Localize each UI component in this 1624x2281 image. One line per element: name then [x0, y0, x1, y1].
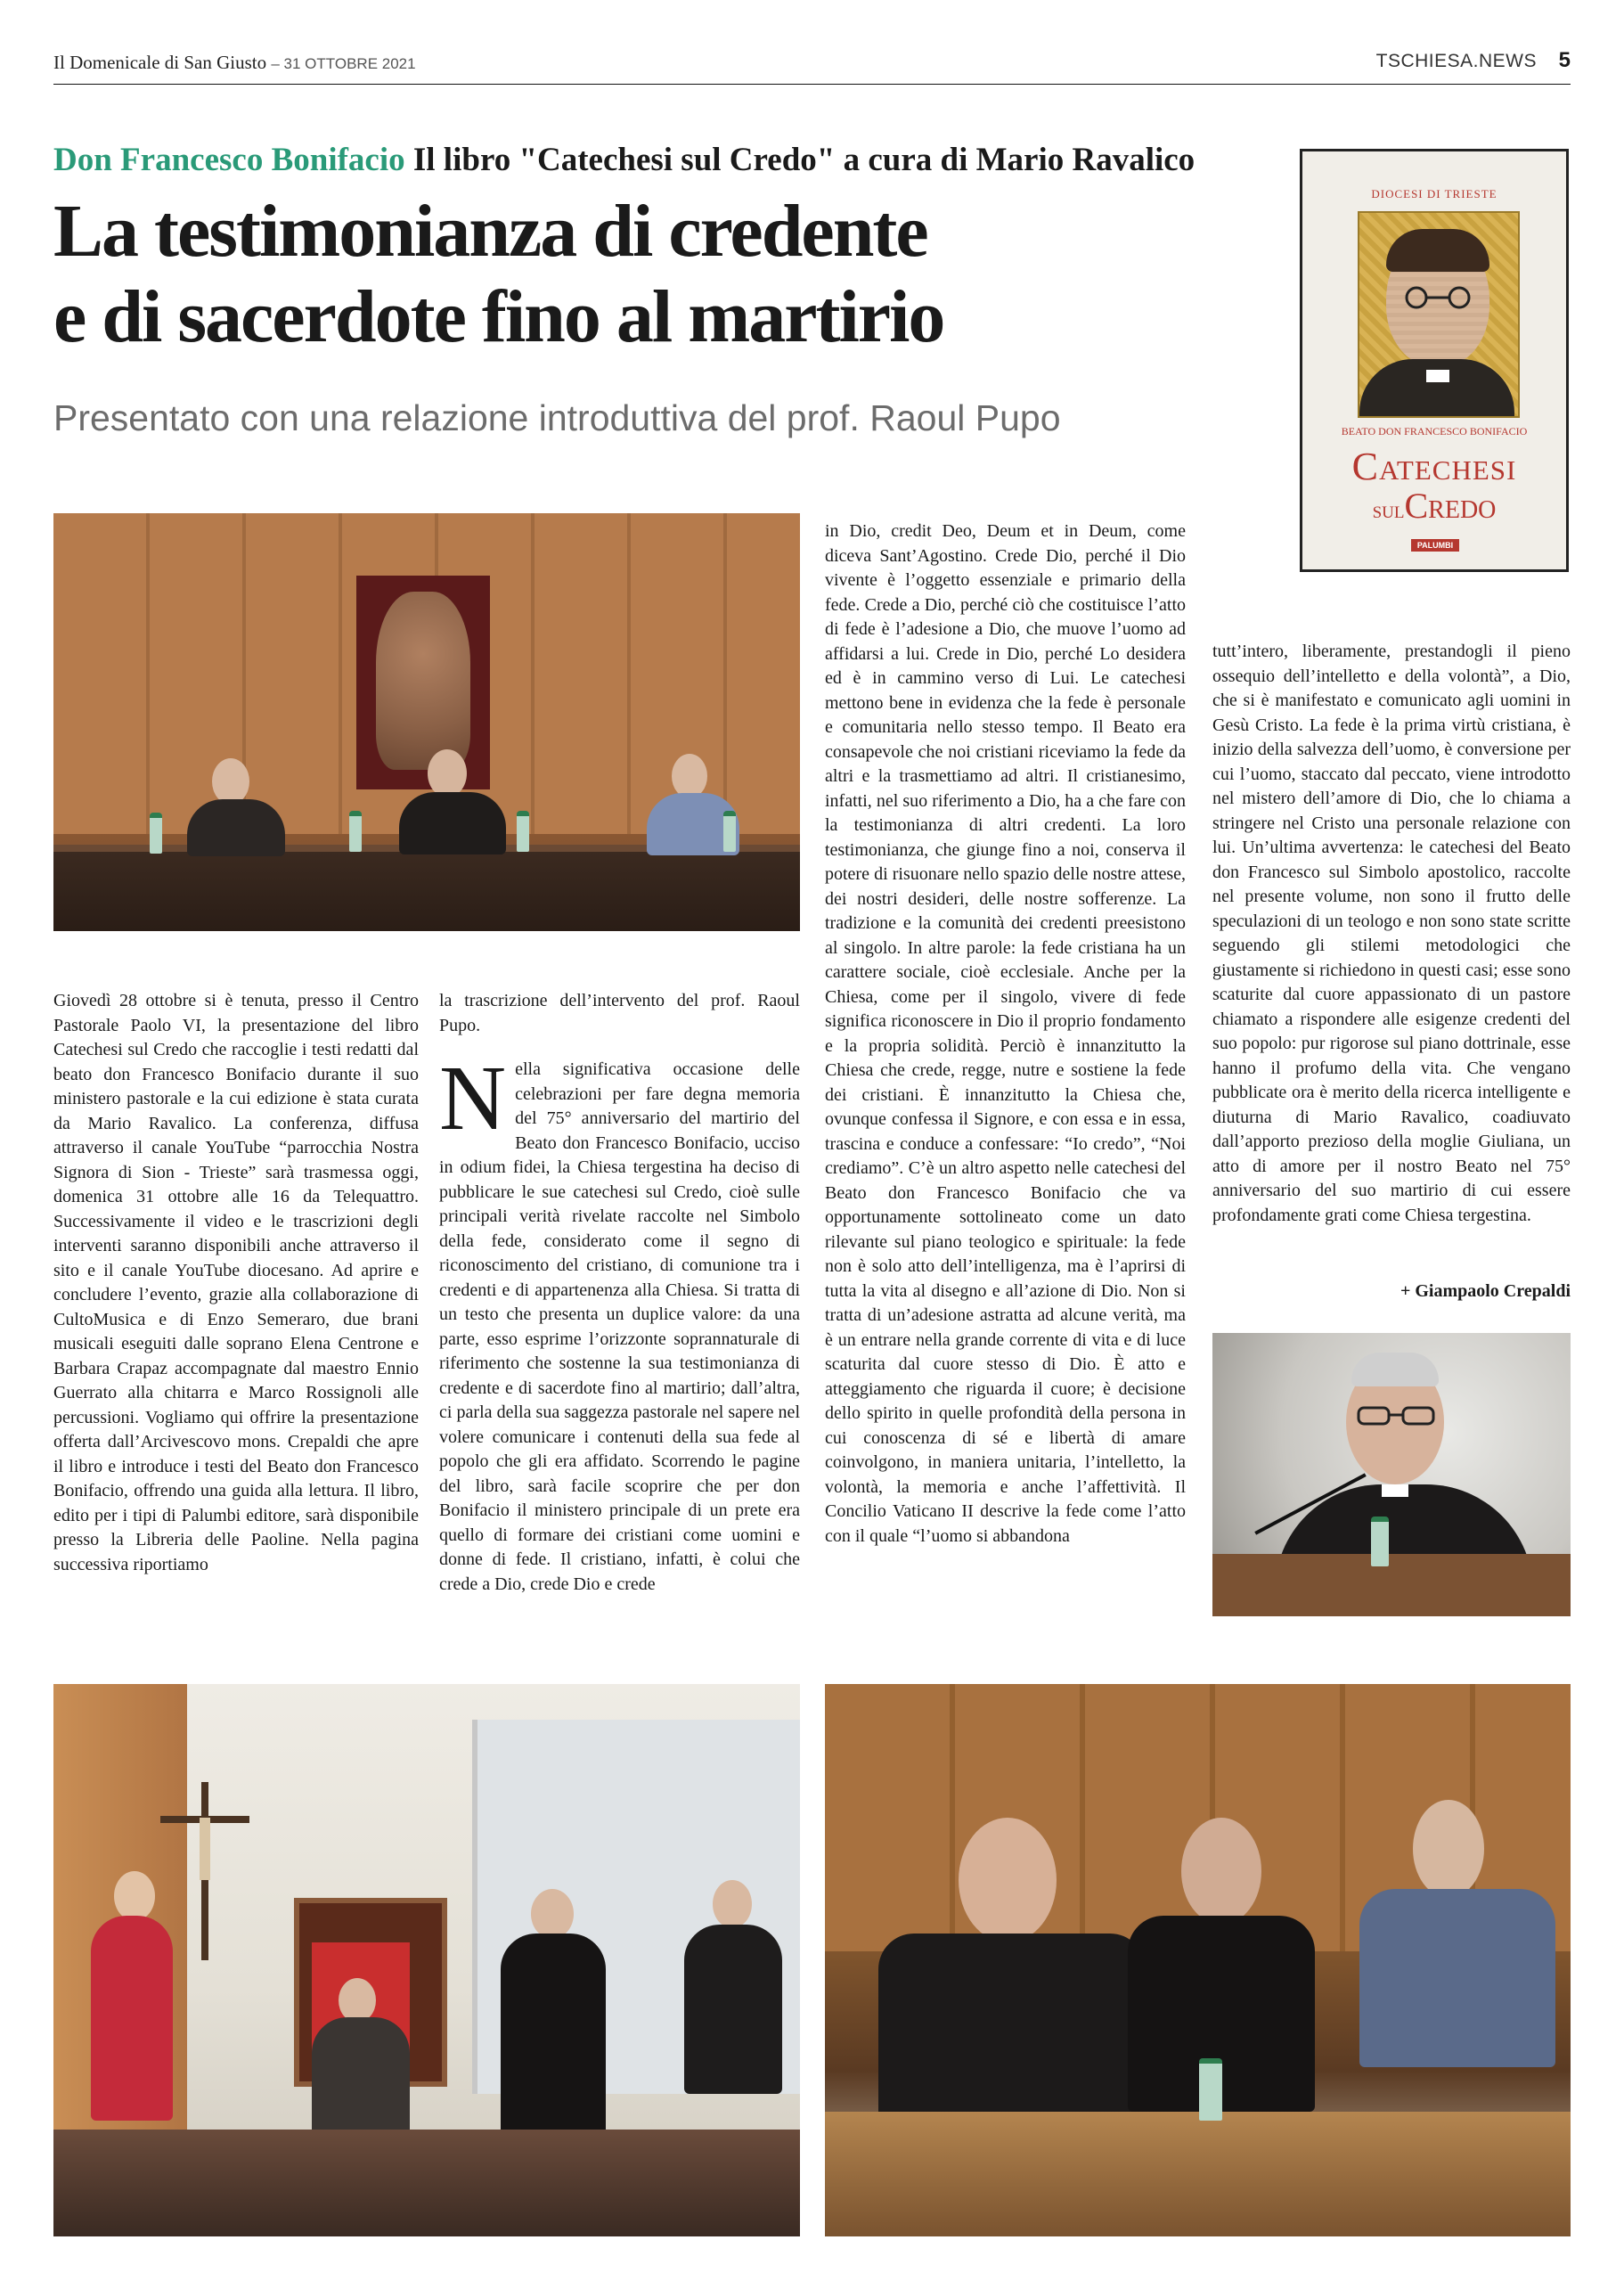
cover-author: BEATO DON FRANCESCO BONIFACIO [1341, 425, 1528, 437]
photo-musicians [53, 1684, 800, 2236]
intro-paragraph-end: la trascrizione dell’intervento del prof. Raoul Pupo. [439, 991, 800, 1035]
article-column-1 [53, 989, 419, 1577]
photo-speakers-table [825, 1684, 1571, 2236]
main-text-col3: in Dio, credit Deo, Deum et in Deum, come diceva Sant’Agostino. Crede Dio, perché il Dio vivente è l’oggetto essenziale e primario della fede. Crede a Dio, perché ciò che costituisce l’atto di fede è l’adesione a Dio, che muove l’uomo ad affidarsi a lui. Crede in Dio, perché Lo desidera ed è in cammino verso di Lui. Le catechesi mettono bene in evidenza che la fede è personale e comunitaria nello stesso tempo. Il Beato era consapevole che noi cristiani riceviamo la fede da altri e la trasmettiamo ad altri. Il cristianesimo, infatti, nel suo riferimento a Dio, ha a che fare con la testimonianza di altri credenti. La loro testimonianza, che giunge fino a noi, conserva il potere di risuonare nello spazio delle nostre attese, dei nostri desideri, delle nostre sofferenze. La tradizione e la comunità dei credenti preesistono al singolo. In altre parole: la fede cristiana ha un carattere sociale, cioè ecclesiale. Anche per la Chiesa, come per il singolo, vivere di fede significa riconoscere in Dio il proprio fondamento e la propria solidità. Perciò è innanzitutto la Chiesa che crede, regge, nutre e sostiene la fede dei cristiani. È innanzitutto la Chiesa che, ovunque confessa il Signore, e con essa e in essa, trascina e conduce a confessare: “Io credo”, “Noi crediamo”. C’è un altro aspetto nelle catechesi del Beato don Francesco Bonifacio che va opportunamente sottolineato come un dato rilevante sul piano teologico e spirituale: la fede non è solo atto dell’intelligenza, ma è l’aprirsi di tutta la vita al disegno e all’azione di Dio. Non si tratta di un’adesione astratta ad alcune verità, ma è un entrare nella grande corrente di vita e di luce scaturita dal cuore stesso di Dio. È atto e atteggiamento che riguarda il cuore; è decisione dello spirito in quelle profondità della persona in cui conoscenza di sé e libertà di amare coinvolgono, in maniera unitaria, l’intelletto, la volontà, la memoria e anche l’affettività. Il Concilio Vaticano II descrive la fede come l’atto con il quale “l’uomo si abbandona [825, 521, 1186, 1546]
cover-title-sul: sul [1372, 496, 1405, 523]
headline [53, 189, 1247, 360]
kicker [53, 141, 1195, 179]
photo-conference-panel [53, 513, 800, 931]
article-column-2 [439, 989, 800, 1597]
site-name: TSCHIESA.NEWS [1375, 51, 1537, 71]
main-text-col2: ella significativa occasione delle celebrazioni per fare degna memoria del 75° anniversario del martirio del Beato don Francesco Bonifacio, ucciso in odium fidei, la Chiesa tergestina ha deciso di pubblicare le sue catechesi sul Credo, cioè sulle principali verità rivelate raccolte nel Simbolo della fede, considerato come il segno di riconoscimento del cristiano, di comunione tra i credenti e di appartenenza alla Chiesa. Si tratta di un testo che presenta un duplice valore: da una parte, esso esprime l’orizzonte soprannaturale di riferimento che sostenne la sua testimonianza di credente e di sacerdote fino al martirio; dall’altra, ci parla della sua saggezza pastorale nel sapere nel volere comunicare i contenuti della sua fede al popolo che gli era affidato. Scorrendo le pagine del libro, sarà facile scoprire che per don Bonifacio il ministero principale di un prete era quello di formare dei cristiani come uomini e donne di fede. Il cristiano, infatti, è colui che crede a Dio, crede Dio e crede [439, 1059, 800, 1594]
cover-title-credo: Credo [1404, 486, 1497, 526]
glasses-icon [1400, 286, 1475, 309]
subhead: Presentato con una relazione introduttiva del prof. Raoul Pupo [53, 397, 1061, 438]
cover-title-sul-credo [1302, 485, 1566, 527]
book-cover-image [1300, 149, 1569, 572]
photo-bishop-speaking [1212, 1333, 1571, 1616]
cover-diocese: DIOCESI DI TRIESTE [1371, 187, 1498, 200]
intro-paragraph: Giovedì 28 ottobre si è tenuta, presso il Centro Pastorale Paolo VI, la presentazione del libro Catechesi sul Credo che raccoglie i testi redatti dal beato don Francesco Bonifacio durante il suo ministero pastorale e la cui edizione è stata curata da Mario Ravalico. La conferenza, diffusa attraverso il canale YouTube “parrocchia Nostra Signora di Sion - Trieste” sarà trasmessa oggi, domenica 31 ottobre alle 16 da Telequattro. Successivamente il video e le trascrizioni degli interventi saranno disponibili anche attraverso il sito e il canale YouTube diocesano. Ad aprire e concludere l’evento, grazie alla collaborazione di CultoMusica e di Enzo Semeraro, due brani musicali eseguiti dalle soprano Elena Centrone e Barbara Crapaz accompagnate dal maestro Ennio Guerrato alla chitarra e Marco Rossignoli alle percussioni. Vogliamo qui offrire la presentazione offerta dall’Arcivescovo mons. Crepaldi che apre il libro e introduce i testi del Beato don Francesco Bonifacio, offrendo una guida alla lettura. Il libro, edito per i tipi di Palumbi editore, sarà disponibile presso la Libreria delle Paoline. Nella pagina successiva riportiamo [53, 991, 419, 1574]
wooden-relief-sculpture [356, 576, 490, 789]
drop-cap: N [439, 1047, 507, 1149]
running-head [53, 52, 416, 74]
headline-line-1: La testimonianza di credente [53, 190, 927, 273]
article-column-4 [1212, 640, 1571, 1228]
issue-date: – 31 OTTOBRE 2021 [271, 55, 416, 72]
publication-name: Il Domenicale di San Giusto [53, 52, 267, 73]
page-number: 5 [1558, 48, 1571, 72]
glasses-icon [1355, 1404, 1437, 1427]
cover-title-catechesi: Catechesi [1351, 445, 1517, 488]
author-signature: + Giampaolo Crepaldi [1400, 1281, 1571, 1301]
main-text-start [439, 1047, 800, 1597]
kicker-name: Don Francesco Bonifacio [53, 142, 405, 178]
cover-portrait-mosaic [1358, 211, 1520, 418]
kicker-text: Il libro "Catechesi sul Credo" a cura di Mario Ravalico [412, 142, 1196, 178]
headline-line-2: e di sacerdote fino al martirio [53, 275, 944, 358]
header-rule [53, 84, 1571, 85]
cover-publisher-logo: PALUMBI [1411, 539, 1459, 552]
main-text-col4: tutt’intero, liberamente, prestandogli il pieno ossequio dell’intelletto e della volontà”, a Dio, che si è manifestato e comunicato agli uomini in Gesù Cristo. La fede è la prima virtù cristiana, è inizio della salvezza dell’uomo, è conversione per cui l’uomo, staccato dal peccato, viene introdotto nel mistero dell’amore di Dio, che lo chiama a stringere nel Cristo una personale relazione con lui. Un’ultima avvertenza: le catechesi del Beato don Francesco sul Simbolo apostolico, raccolte nel presente volume, non sono il frutto delle speculazioni di un teologo e non sono state scritte seguendo gli stilemi metodologici che giustamente si richiedono in questi casi; esse sono scaturite dal cuore appassionato di un pastore chiamato a rispondere alle esigenze credenti del suo popolo: pur rigorose sul piano dottrinale, esse hanno il profumo della vita. Che vengano pubblicate ora è merito della ricerca intelligente e diuturna di Mario Ravalico, coadiuvato dall’apporto prezioso della moglie Giuliana, un atto di amore per il nostro Beato nel 75° anniversario del suo martirio di cui essere profondamente grati come Chiesa tergestina. [1212, 642, 1571, 1225]
article-column-3 [825, 519, 1186, 1549]
